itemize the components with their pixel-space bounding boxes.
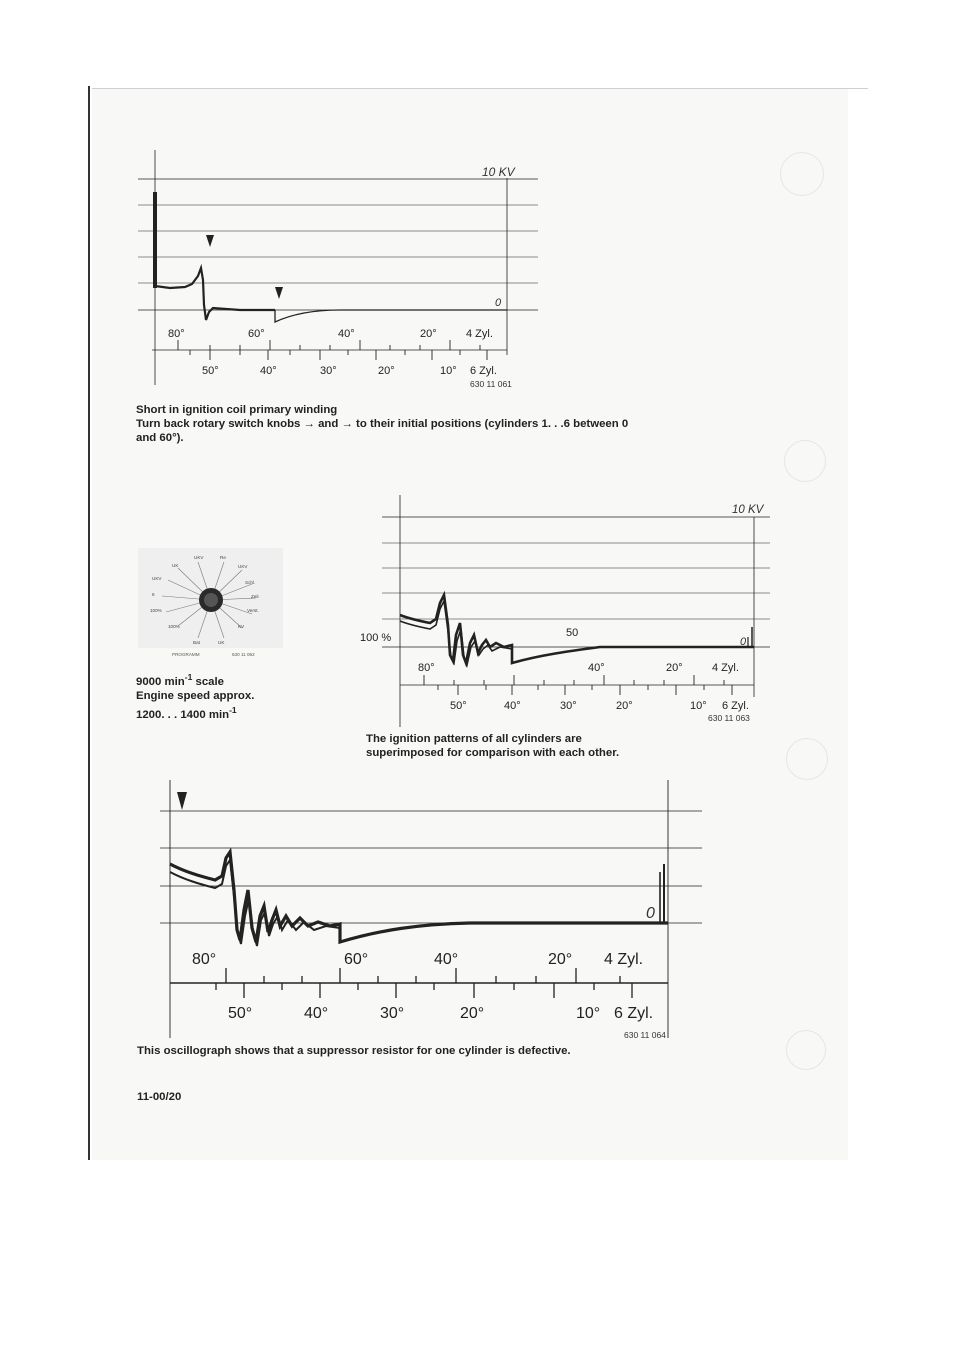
svg-text:50°: 50° bbox=[228, 1005, 253, 1022]
caption-line: Engine speed approx. bbox=[136, 689, 255, 702]
zero-label: 0 bbox=[740, 636, 747, 648]
caption-line bbox=[136, 670, 326, 689]
svg-text:UK: UK bbox=[172, 563, 179, 568]
svg-text:40°: 40° bbox=[304, 1005, 329, 1022]
marker-triangle-icon bbox=[275, 287, 283, 299]
program-selector-dial bbox=[138, 548, 283, 658]
svg-text:6: 6 bbox=[152, 592, 155, 597]
page-number: 11-00/20 bbox=[137, 1091, 182, 1103]
scale-label: 10 KV bbox=[482, 165, 515, 179]
svg-text:KV: KV bbox=[238, 624, 245, 629]
svg-text:UKV: UKV bbox=[238, 564, 248, 569]
punch-hole-mark bbox=[786, 738, 828, 780]
scale-ticks-4cyl bbox=[178, 340, 480, 350]
caption-engine-speed bbox=[136, 670, 326, 722]
svg-text:Verst.: Verst. bbox=[247, 608, 259, 613]
trace-waveform bbox=[170, 852, 668, 942]
punch-hole-mark bbox=[784, 440, 826, 482]
dial-footer-label: PROGRAMM bbox=[172, 652, 200, 657]
caption-superscript: -1 bbox=[229, 704, 237, 715]
svg-text:UKV: UKV bbox=[194, 555, 204, 560]
row-4cyl-labels bbox=[192, 951, 643, 968]
svg-text:60°: 60° bbox=[344, 951, 369, 968]
row-4cyl-labels bbox=[168, 328, 493, 340]
svg-text:4 Zyl.: 4 Zyl. bbox=[604, 951, 644, 968]
caption-line: and 60°). bbox=[136, 432, 184, 444]
svg-text:20°: 20° bbox=[548, 951, 573, 968]
figure-number: 630 11 064 bbox=[624, 1030, 666, 1040]
oscillogram-superimposed bbox=[360, 495, 780, 735]
svg-text:10°: 10° bbox=[440, 365, 457, 377]
svg-text:20°: 20° bbox=[666, 662, 683, 674]
svg-text:80°: 80° bbox=[418, 662, 435, 674]
svg-text:40°: 40° bbox=[504, 700, 521, 712]
svg-text:10°: 10° bbox=[690, 700, 707, 712]
svg-text:Schl.: Schl. bbox=[245, 580, 256, 585]
dial-footer-number: 630 11 062 bbox=[232, 652, 255, 657]
svg-text:Zeit: Zeit bbox=[251, 594, 259, 599]
scale-ticks-6cyl bbox=[216, 983, 632, 998]
caption-line: This oscillograph shows that a suppressor resistor for one cylinder is defective. bbox=[137, 1045, 571, 1057]
svg-text:20°: 20° bbox=[616, 700, 633, 712]
svg-text:4 Zyl.: 4 Zyl. bbox=[466, 328, 493, 340]
caption-text: scale bbox=[192, 675, 224, 688]
caption-text: 9000 min bbox=[136, 675, 185, 688]
caption-superscript: -1 bbox=[184, 672, 193, 682]
marker-triangle-icon bbox=[177, 792, 187, 810]
zero-label: 0 bbox=[495, 297, 502, 309]
oscillogram-coil-short bbox=[130, 150, 550, 395]
svg-text:6 Zyl.: 6 Zyl. bbox=[470, 365, 497, 377]
svg-text:Bat: Bat bbox=[193, 640, 200, 645]
svg-text:40°: 40° bbox=[260, 365, 277, 377]
caption-text: 1200. . . 1400 min bbox=[136, 708, 230, 721]
row-6cyl-labels bbox=[202, 365, 497, 377]
scale-ticks-6cyl bbox=[190, 350, 487, 360]
svg-text:20°: 20° bbox=[378, 365, 395, 377]
svg-text:40°: 40° bbox=[434, 951, 459, 968]
svg-text:UK: UK bbox=[218, 640, 225, 645]
figure-number: 630 11 063 bbox=[708, 713, 750, 723]
oscillogram-defective-resistor bbox=[130, 780, 730, 1050]
scale-label: 10 KV bbox=[732, 504, 764, 516]
svg-text:30°: 30° bbox=[380, 1005, 405, 1022]
svg-text:30°: 30° bbox=[320, 365, 337, 377]
caption-line: Turn back rotary switch knobs → and → to their initial positions (cylinders 1. . .6 between 0 bbox=[136, 418, 629, 430]
percent-label-outside: 100 % bbox=[360, 632, 392, 644]
caption-superimposed bbox=[366, 732, 766, 760]
svg-text:4 Zyl.: 4 Zyl. bbox=[712, 662, 739, 674]
svg-text:20°: 20° bbox=[460, 1005, 485, 1022]
row-6cyl-labels bbox=[450, 700, 749, 712]
trace-waveform bbox=[155, 268, 275, 320]
scale-ticks-4cyl bbox=[424, 675, 724, 685]
svg-text:30°: 30° bbox=[560, 700, 577, 712]
svg-text:50°: 50° bbox=[202, 365, 219, 377]
caption-defective-resistor bbox=[137, 1044, 757, 1058]
svg-text:20°: 20° bbox=[420, 328, 437, 340]
caption-line bbox=[136, 703, 326, 722]
svg-text:60°: 60° bbox=[248, 328, 265, 340]
marker-triangle-icon bbox=[206, 235, 214, 247]
svg-text:6 Zyl.: 6 Zyl. bbox=[614, 1005, 654, 1022]
mid-label: 50 bbox=[566, 627, 579, 639]
caption-line: Short in ignition coil primary winding bbox=[136, 404, 338, 416]
svg-text:10°: 10° bbox=[576, 1005, 601, 1022]
svg-text:40°: 40° bbox=[588, 662, 605, 674]
svg-text:80°: 80° bbox=[192, 951, 217, 968]
scale-ticks-4cyl bbox=[226, 968, 620, 983]
svg-text:UKV: UKV bbox=[152, 576, 162, 581]
figure-number: 630 11 061 bbox=[470, 379, 512, 389]
page-binding-edge bbox=[88, 86, 90, 1160]
caption-line: superimposed for comparison with each other. bbox=[366, 747, 620, 759]
scale-ticks-6cyl bbox=[438, 685, 732, 695]
svg-text:6 Zyl.: 6 Zyl. bbox=[722, 700, 749, 712]
caption-coil-short bbox=[136, 403, 776, 445]
svg-text:100%: 100% bbox=[168, 624, 180, 629]
row-6cyl-labels bbox=[228, 1005, 653, 1022]
trace-decay bbox=[275, 310, 507, 322]
dial-knob-center bbox=[204, 593, 218, 607]
punch-hole-mark bbox=[786, 1030, 826, 1070]
svg-text:40°: 40° bbox=[338, 328, 355, 340]
page-top-rule bbox=[92, 88, 868, 89]
zero-label: 0 bbox=[646, 905, 655, 922]
caption-line: The ignition patterns of all cylinders are bbox=[366, 733, 582, 745]
svg-text:Re: Re bbox=[220, 555, 226, 560]
svg-text:80°: 80° bbox=[168, 328, 185, 340]
punch-hole-mark bbox=[780, 152, 824, 196]
svg-text:100%: 100% bbox=[150, 608, 162, 613]
svg-text:50°: 50° bbox=[450, 700, 467, 712]
